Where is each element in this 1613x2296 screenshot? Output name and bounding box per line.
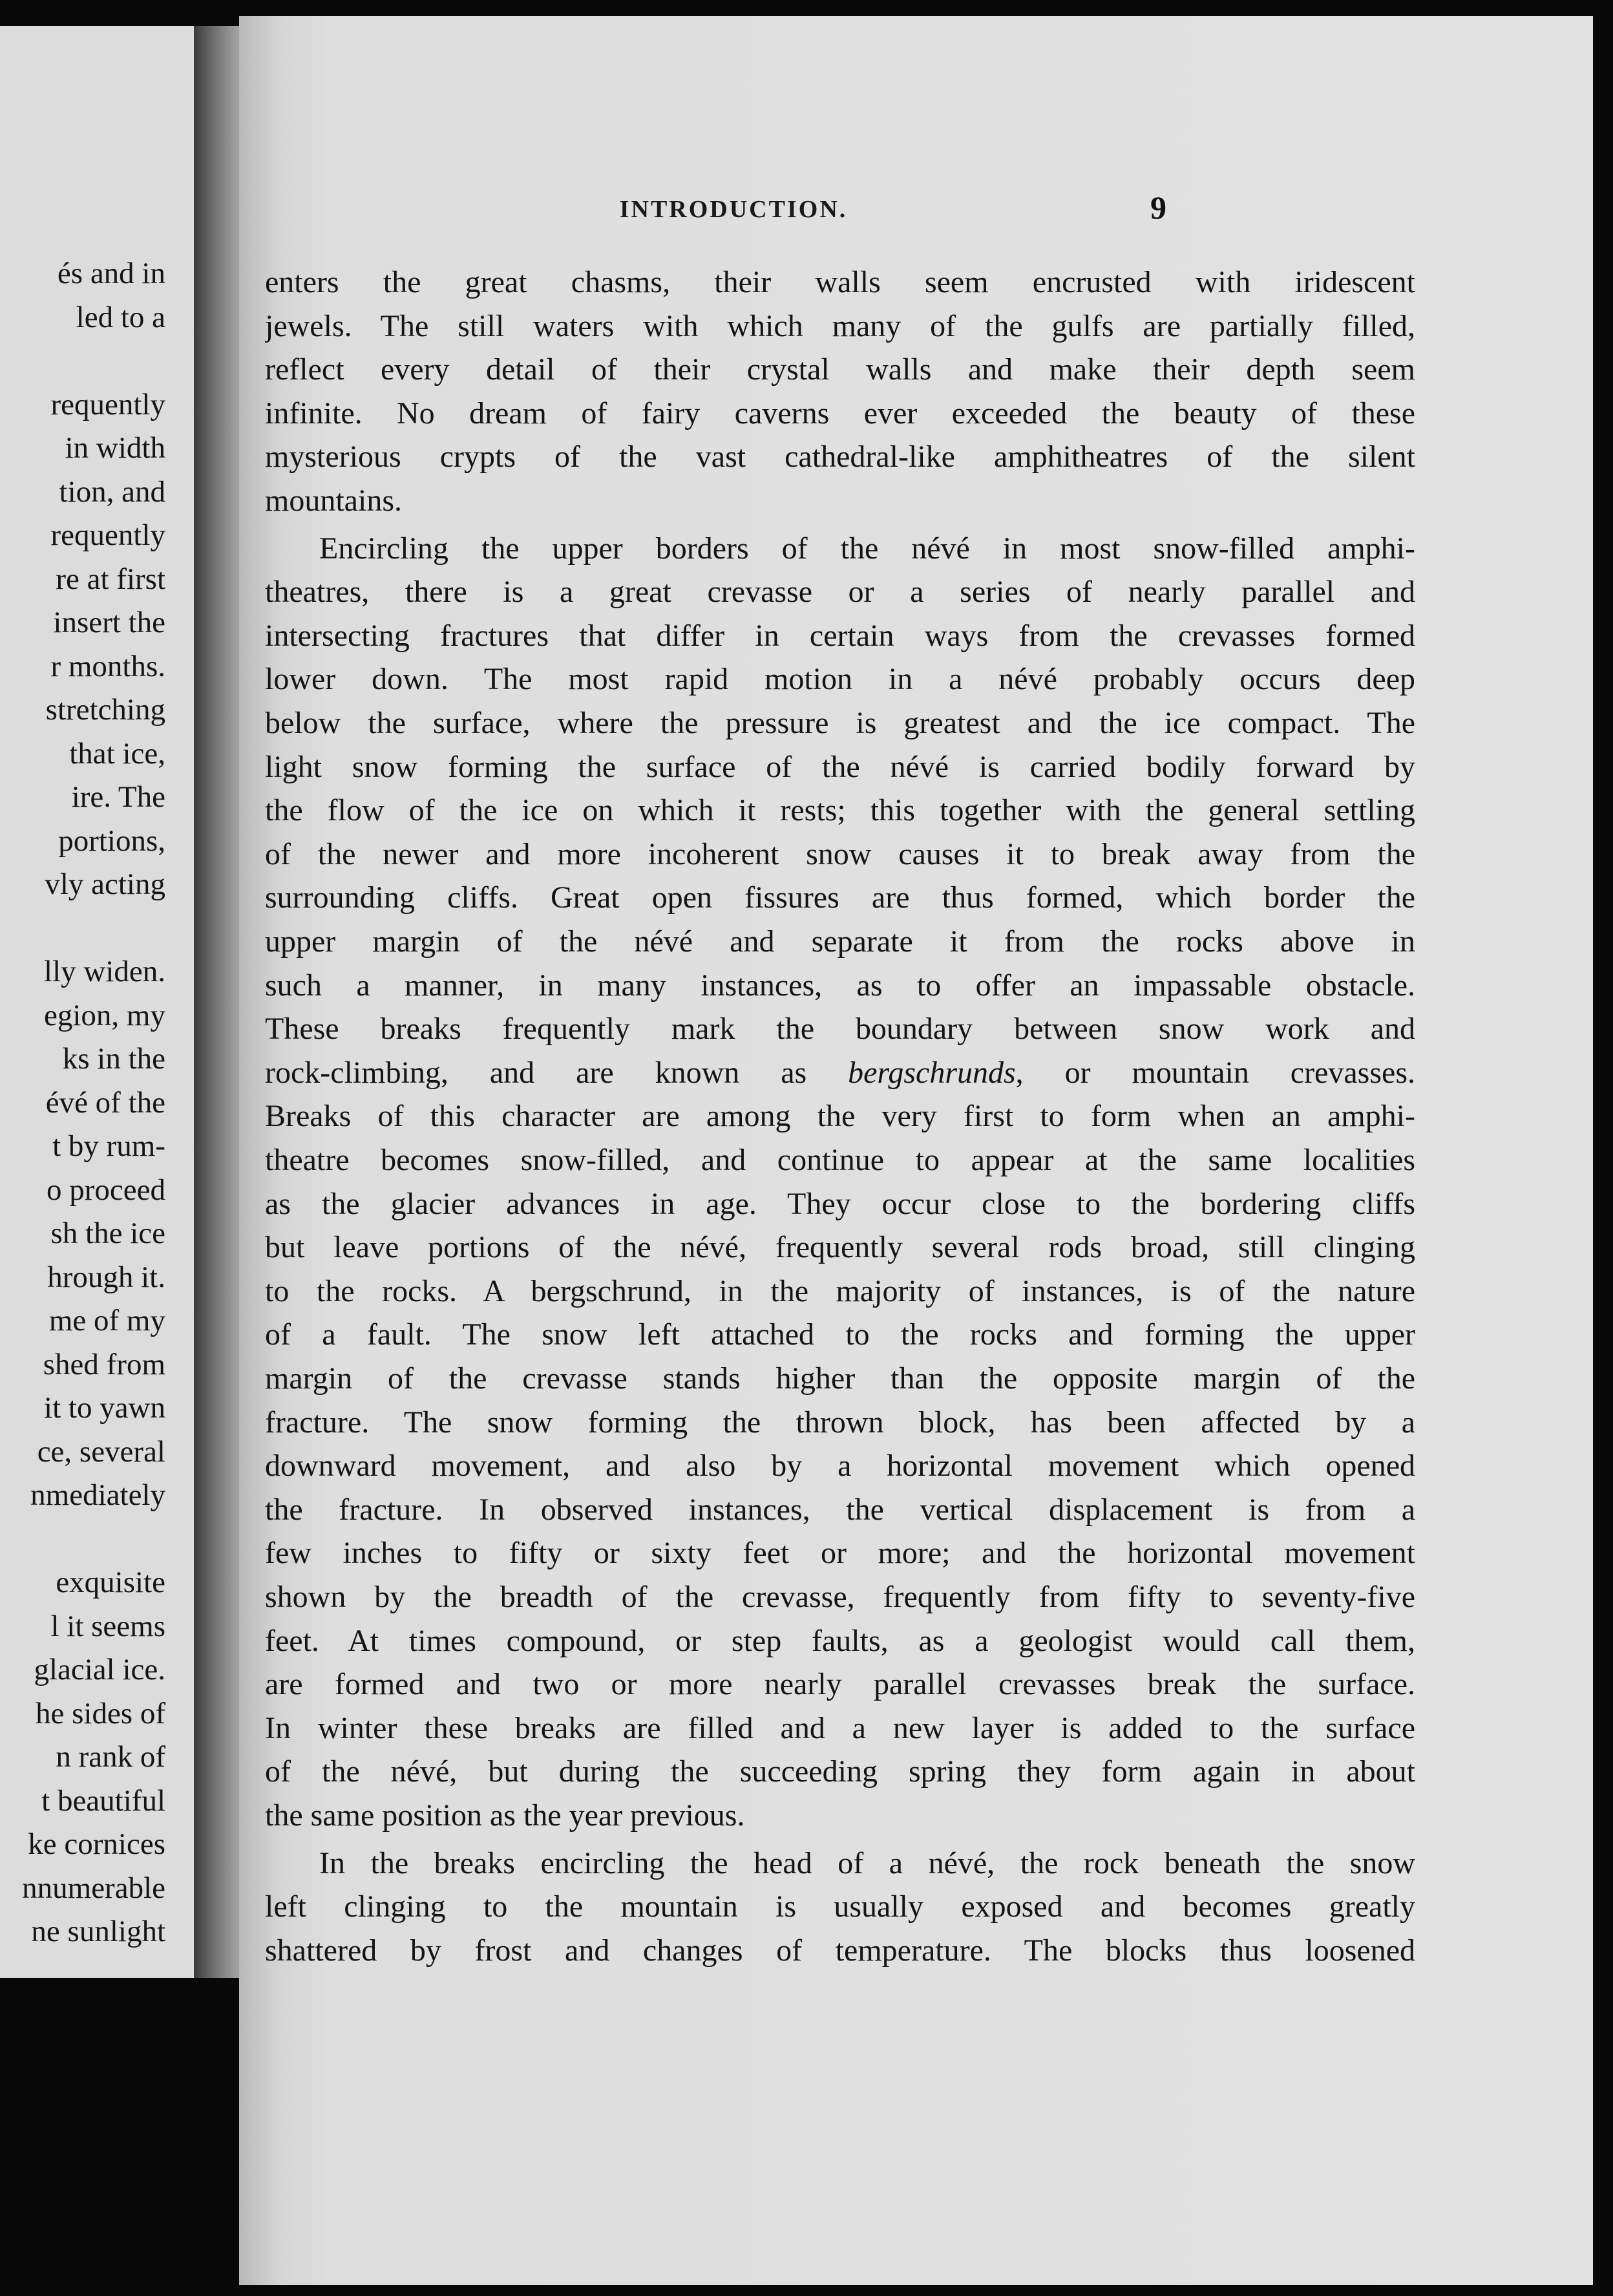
facing-page-line: hrough it.: [47, 1260, 165, 1294]
text-line: mysterious crypts of the vast cathedral-like amphitheatres of the silent: [265, 440, 1415, 474]
facing-page-line: it to yawn: [44, 1391, 165, 1425]
facing-page-line: évé of the: [45, 1085, 165, 1120]
text-line: upper margin of the névé and separate it from the rocks above in: [265, 924, 1415, 959]
facing-page-line: requently: [50, 518, 165, 552]
text-line: lower down. The most rapid motion in a névé probably occurs deep: [265, 662, 1415, 697]
text-line: few inches to fifty or sixty feet or more; and the horizontal movement: [265, 1536, 1415, 1571]
facing-page-line: shed from: [43, 1347, 165, 1381]
facing-page-line: sh the ice: [50, 1217, 165, 1250]
text-line: shown by the breadth of the crevasse, frequently from fifty to seventy-five: [265, 1580, 1415, 1614]
facing-page-line: nnumerable: [22, 1871, 165, 1905]
text-line: light snow forming the surface of the névé is carried bodily forward by: [265, 749, 1415, 784]
text-line: but leave portions of the névé, frequently several rods broad, still clinging: [265, 1230, 1415, 1265]
text-line: Breaks of this character are among the very first to form when an amphi-: [265, 1099, 1415, 1134]
text-line: below the surface, where the pressure is greatest and the ice compact. The: [265, 706, 1415, 740]
facing-page-line: és and in: [57, 257, 165, 290]
text-line: theatres, there is a great crevasse or a series of nearly parallel and: [265, 575, 1415, 610]
facing-page-line: ire. The: [71, 780, 165, 814]
facing-page-line: exquisite: [56, 1566, 165, 1599]
facing-page-line: me of my: [48, 1304, 165, 1337]
facing-page-line: n rank of: [56, 1740, 165, 1774]
body-text: [265, 262, 1415, 2046]
text-line: In the breaks encircling the head of a névé, the rock beneath the snow: [319, 1845, 1415, 1880]
text-line: margin of the crevasse stands higher than the opposite margin of the: [265, 1361, 1415, 1396]
text-line: enters the great chasms, their walls seem encrusted with iridescent: [265, 265, 1415, 299]
facing-page-line: o proceed: [47, 1173, 165, 1207]
text-line: of the newer and more incoherent snow causes it to break away from the: [265, 836, 1415, 871]
text-line: mountains.: [265, 484, 402, 518]
facing-page-line: ce, several: [37, 1434, 165, 1469]
text-line: the flow of the ice on which it rests; this together with the general settling: [265, 793, 1415, 828]
facing-page-line: ke cornices: [28, 1827, 165, 1861]
facing-page-line: t beautiful: [41, 1783, 165, 1818]
facing-page-line: requently: [50, 387, 165, 421]
facing-page-line: re at first: [56, 562, 165, 596]
facing-page-line: in width: [65, 431, 165, 465]
facing-page-line: l it seems: [50, 1609, 165, 1643]
text-line: feet. At times compound, or step faults, as a geologist would call them,: [265, 1623, 1415, 1658]
facing-page-line: led to a: [76, 300, 165, 334]
facing-page-line: r months.: [50, 649, 165, 683]
text-line: surrounding cliffs. Great open fissures are thus formed, which border the: [265, 880, 1415, 915]
facing-page-line: stretching: [45, 693, 165, 727]
facing-page-line: nmediately: [30, 1478, 165, 1512]
facing-page-line: ne sunlight: [31, 1915, 165, 1948]
text-line: the fracture. In observed instances, the vertical displacement is from a: [265, 1492, 1415, 1527]
text-line: theatre becomes snow-filled, and continue to appear at the same localities: [265, 1143, 1415, 1177]
facing-page-line: glacial ice.: [34, 1653, 165, 1686]
text-line: to the rocks. A bergschrund, in the majority of instances, is of the nature: [265, 1273, 1415, 1308]
text-line: of the névé, but during the succeeding spring they form again in about: [265, 1754, 1415, 1789]
facing-page-line: he sides of: [35, 1696, 165, 1730]
facing-page-text: [0, 26, 194, 1978]
facing-page-line: t by rum-: [52, 1129, 165, 1163]
facing-page-line: egion, my: [44, 998, 165, 1032]
text-line: In winter these breaks are filled and a new layer is added to the surface: [265, 1710, 1415, 1745]
text-line: such a manner, in many instances, as to offer an impassable obstacle.: [265, 968, 1415, 1003]
facing-page-line: ks in the: [62, 1042, 165, 1076]
facing-page-line: vly acting: [45, 867, 165, 901]
text-line: as the glacier advances in age. They occur close to the bordering cliffs: [265, 1186, 1415, 1221]
facing-page-line: that ice,: [69, 736, 165, 771]
facing-page-line: insert the: [53, 606, 165, 639]
facing-page-line: portions,: [58, 824, 165, 858]
facing-page-line: lly widen.: [44, 955, 165, 988]
text-line: infinite. No dream of fairy caverns ever exceeded the beauty of these: [265, 396, 1415, 430]
text-line: are formed and two or more nearly parallel crevasses break the surface.: [265, 1667, 1415, 1702]
text-line: of a fault. The snow left attached to the rocks and forming the upper: [265, 1317, 1415, 1352]
running-head: INTRODUCTION.: [619, 196, 848, 223]
text-line: These breaks frequently mark the boundary between snow work and: [265, 1012, 1415, 1047]
text-line: rock-climbing, and are known as bergschrunds, or mountain crevasses.: [265, 1055, 1415, 1090]
text-line: downward movement, and also by a horizontal movement which opened: [265, 1449, 1415, 1483]
text-line: left clinging to the mountain is usually exposed and becomes greatly: [265, 1889, 1415, 1924]
text-line: fracture. The snow forming the thrown block, has been affected by a: [265, 1405, 1415, 1440]
text-line: the same position as the year previous.: [265, 1798, 745, 1833]
text-line: intersecting fractures that differ in certain ways from the crevasses formed: [265, 618, 1415, 653]
facing-page-fragment: [0, 26, 199, 1978]
page-number: 9: [1150, 189, 1166, 226]
facing-page-line: tion, and: [59, 474, 165, 509]
text-line: jewels. The still waters with which many of the gulfs are partially filled,: [265, 308, 1415, 343]
text-line: reflect every detail of their crystal walls and make their depth seem: [265, 352, 1415, 387]
text-line: Encircling the upper borders of the névé in most snow-filled amphi-: [319, 531, 1415, 566]
text-line: shattered by frost and changes of temperature. The blocks thus loosened: [265, 1933, 1415, 1968]
